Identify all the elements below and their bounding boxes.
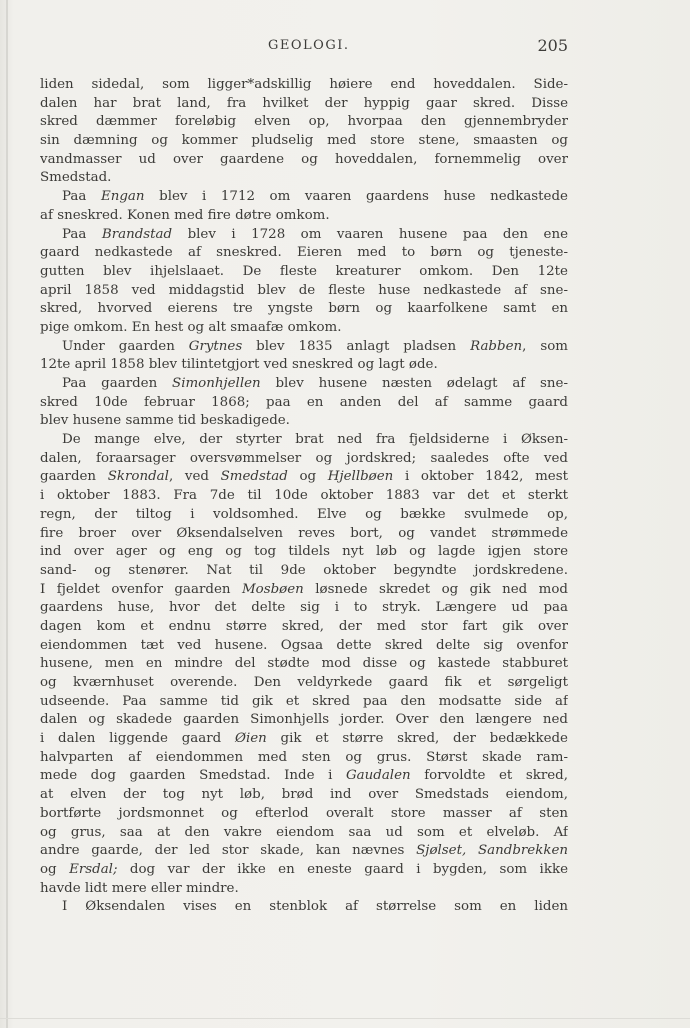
text-line: andre gaarde, der led stor skade, kan nævnes Sjølset, Sandbrekken [40, 843, 568, 859]
text-line: fire broer over Øksendalselven reves bort, og vandet strømmede [40, 525, 568, 541]
text-line: sin dæmning og kommer pludselig med store stene, smaasten og [40, 133, 568, 149]
text-line: og Ersdal; dog var der ikke en eneste gaard i bygden, som ikke [40, 861, 568, 877]
text-line: I fjeldet ovenfor gaarden Mosbøen løsnede skredet og gik ned mod [40, 581, 568, 597]
text-line: og kværnhuset overende. Den veldyrkede gaard fik et sørgeligt [40, 675, 568, 690]
binding-gutter [6, 0, 8, 1028]
page-header [40, 38, 568, 58]
text-line: og grus, saa at den vakre eiendom saa ud som et elveløb. Af [40, 824, 568, 840]
text-line: De mange elve, der styrter brat ned fra fjeldsiderne i Øksen- [62, 432, 568, 448]
text-line: dagen kom et endnu større skred, der med stor fart gik over [40, 618, 568, 634]
text-line: skred, hvorved eierens tre yngste børn og kaarfolkene samt en [40, 301, 568, 317]
text-line: Paa gaarden Simonhjellen blev husene næsten ødelagt af sne- [62, 376, 568, 391]
text-line: vandmasser ud over gaardene og hoveddalen, fornemmelig over [40, 151, 568, 167]
text-line: mede dog gaarden Smedstad. Inde i Gaudalen forvoldte et skred, [40, 768, 568, 784]
text-line: bortførte jordsmonnet og efterlod overalt store masser af sten [40, 805, 568, 821]
text-line: liden sidedal, som ligger*adskillig høiere end hoveddalen. Side- [40, 77, 568, 92]
body-text [40, 76, 568, 917]
text-line: Smedstad. [40, 170, 112, 186]
text-line: gaard nedkastede af sneskred. Eieren med to børn og tjeneste- [40, 245, 568, 261]
text-line: udseende. Paa samme tid gik et skred paa den modsatte side af [40, 693, 568, 709]
text-line: Paa Brandstad blev i 1728 om vaaren husene paa den ene [62, 226, 568, 242]
text-line: ind over ager og eng og tog tildels nyt løb og lagde igjen store [40, 544, 568, 560]
text-line: dalen, foraarsager oversvømmelser og jordskred; saaledes ofte ved [40, 450, 568, 466]
text-line: gaardens huse, hvor det delte sig i to stryk. Længere ud paa [40, 600, 568, 616]
text-line: i oktober 1883. Fra 7de til 10de oktober 1883 var det et sterkt [40, 488, 568, 504]
text-line: dalen og skadede gaarden Simonhjells jorder. Over den længere ned [40, 712, 568, 728]
text-line: af sneskred. Konen med fire døtre omkom. [40, 207, 330, 223]
running-title: GEOLOGI. [268, 38, 350, 53]
text-line: I Øksendalen vises en stenblok af størrelse som en liden [62, 899, 568, 915]
text-line: sand- og stenører. Nat til 9de oktober begyndte jordskredene. [40, 562, 568, 578]
text-line: skred dæmmer foreløbig elven op, hvorpaa den gjennembryder [40, 114, 568, 130]
text-line: pige omkom. En hest og alt smaafæ omkom. [40, 319, 342, 335]
text-line: gaarden Skrondal, ved Smedstad og Hjellbøen i oktober 1842, mest [40, 469, 568, 485]
text-line: skred 10de februar 1868; paa en anden del af samme gaard [40, 394, 568, 410]
text-line: husene, men en mindre del stødte mod disse og kastede stabburet [40, 656, 568, 672]
text-line: Paa Engan blev i 1712 om vaaren gaardens huse nedkastede [62, 189, 568, 205]
text-line: gutten blev ihjelslaaet. De fleste kreaturer omkom. Den 12te [40, 263, 568, 279]
text-line: Under gaarden Grytnes blev 1835 anlagt pladsen Rabben, som [62, 338, 568, 354]
page-bottom-edge [0, 1018, 690, 1019]
text-line: eiendommen tæt ved husene. Ogsaa dette skred delte sig ovenfor [40, 637, 568, 653]
text-line: dalen har brat land, fra hvilket der hyppig gaar skred. Disse [40, 95, 568, 111]
text-line: regn, der tiltog i voldsomhed. Elve og bække svulmede op, [40, 506, 568, 522]
text-line: april 1858 ved middagstid blev de fleste huse nedkastede af sne- [40, 282, 568, 298]
text-line: halvparten af eiendommen med sten og grus. Størst skade ram- [40, 749, 568, 765]
page-number: 205 [537, 36, 568, 55]
text-line: 12te april 1858 blev tilintetgjort ved sneskred og lagt øde. [40, 357, 438, 373]
text-line: havde lidt mere eller mindre. [40, 880, 239, 896]
text-line: blev husene samme tid beskadigede. [40, 413, 290, 429]
text-line: at elven der tog nyt løb, brød ind over Smedstads eiendom, [40, 787, 568, 803]
text-line: i dalen liggende gaard Øien gik et større skred, der bedækkede [40, 731, 568, 747]
